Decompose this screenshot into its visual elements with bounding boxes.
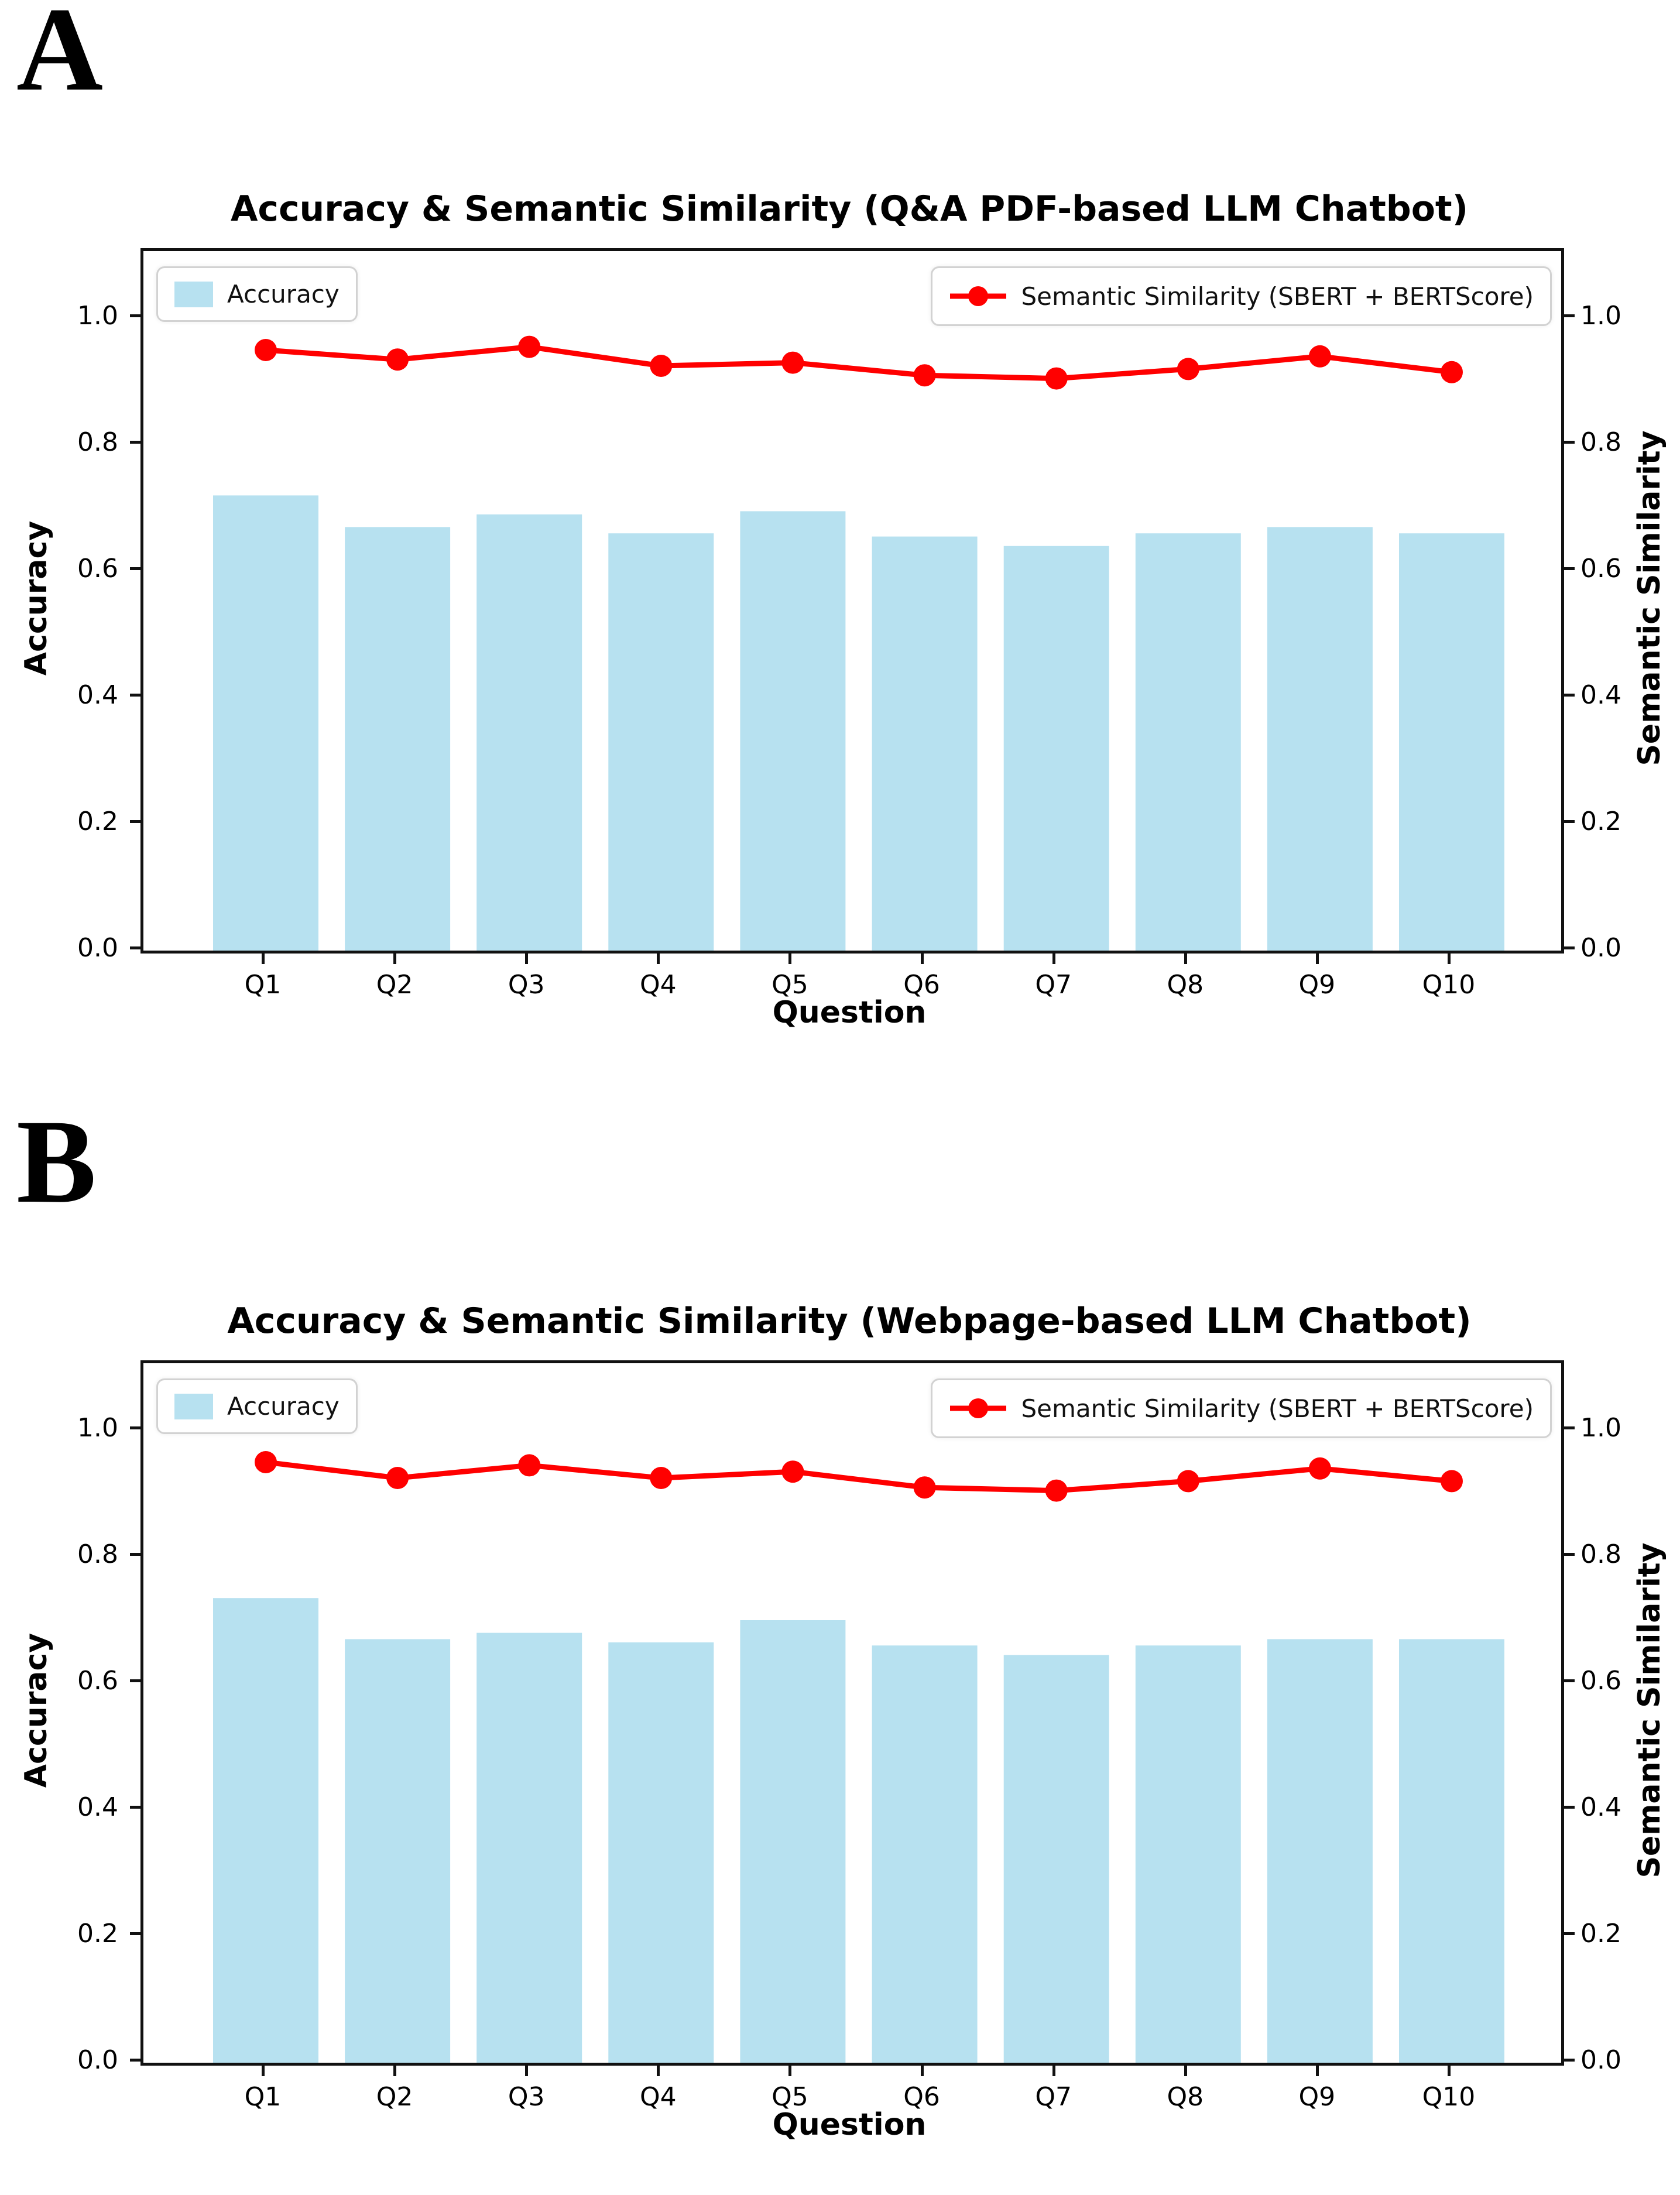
y-tick-label-left: 0.8 [77,427,118,457]
legend-similarity-label: Semantic Similarity (SBERT + BERTScore) [1021,282,1534,311]
x-tickmark [1448,2066,1451,2076]
y-tick-label-right: 0.8 [1580,1539,1621,1569]
x-tick-label-Q1: Q1 [244,2082,282,2112]
accuracy-bar-Q8 [1136,1645,1241,2063]
y-tick-label-right: 0.6 [1580,1666,1621,1696]
x-tickmark [262,2066,265,2076]
accuracy-bar-Q1 [213,495,318,951]
similarity-point-Q6 [914,1476,936,1498]
x-tickmark [921,954,924,964]
line-marker-icon [949,280,1007,313]
similarity-point-Q7 [1045,1480,1068,1502]
y-tickmark-left [130,1932,140,1935]
y-tick-label-right: 1.0 [1580,301,1621,331]
accuracy-bar-Q8 [1136,533,1241,951]
legend-accuracy-label: Accuracy [227,280,340,308]
similarity-point-Q4 [650,355,672,377]
similarity-point-Q2 [386,348,409,371]
accuracy-bar-Q9 [1267,527,1373,951]
y-tick-label-right: 0.0 [1580,2045,1621,2075]
accuracy-bar-Q4 [608,1642,714,2063]
x-tickmark [525,954,528,964]
ylabel-semantic-similarity: Semantic Similarity [1632,430,1667,766]
y-tickmark-right [1564,1553,1575,1556]
accuracy-bar-Q7 [1004,1655,1109,2063]
y-tick-label-right: 0.8 [1580,427,1621,457]
accuracy-bar-Q3 [476,1633,582,2063]
chart-title: Accuracy & Semantic Similarity (Webpage-based LLM Chatbot) [227,1301,1472,1342]
legend-accuracy [156,1378,358,1434]
y-tickmark-left [130,567,140,570]
y-tickmark-right [1564,2059,1575,2062]
x-tickmark [1184,2066,1187,2076]
accuracy-bar-Q10 [1399,1639,1504,2063]
accuracy-bar-Q2 [345,1639,450,2063]
legend-accuracy-label: Accuracy [227,1392,340,1421]
x-tickmark [1184,954,1187,964]
y-tick-label-left: 0.6 [77,1666,118,1696]
y-tickmark-right [1564,1679,1575,1682]
x-tickmark [1052,2066,1055,2076]
legend-similarity [931,1378,1552,1438]
x-tick-label-Q7: Q7 [1035,2082,1072,2112]
similarity-point-Q7 [1045,368,1068,390]
similarity-line [266,1462,1452,1491]
y-tickmark-left [130,946,140,949]
x-tickmark [393,954,396,964]
panel-a [0,0,1680,1083]
y-tick-label-right: 0.4 [1580,680,1621,710]
y-tickmark-right [1564,820,1575,823]
x-tick-label-Q3: Q3 [508,970,545,1000]
y-tick-label-left: 0.0 [77,933,118,963]
panel-a-letter: A [16,0,104,116]
accuracy-swatch-icon [174,1394,213,1419]
similarity-point-Q1 [255,1451,277,1473]
accuracy-bar-Q5 [740,511,845,951]
x-tick-label-Q8: Q8 [1167,2082,1204,2112]
x-tick-label-Q5: Q5 [772,2082,808,2112]
x-tick-label-Q6: Q6 [903,2082,940,2112]
similarity-point-Q3 [518,1454,540,1476]
y-tick-label-right: 0.4 [1580,1792,1621,1822]
xlabel-question: Question [772,995,927,1030]
accuracy-bar-Q5 [740,1620,845,2063]
y-tickmark-left [130,441,140,444]
y-tick-label-left: 1.0 [77,301,118,331]
y-tickmark-right [1564,567,1575,570]
similarity-point-Q10 [1441,1470,1463,1492]
accuracy-bar-Q2 [345,527,450,951]
similarity-point-Q1 [255,339,277,361]
x-tickmark [788,954,791,964]
x-tickmark [921,2066,924,2076]
axes-area [140,1360,1564,2066]
accuracy-bar-Q7 [1004,546,1109,951]
x-tick-label-Q6: Q6 [903,970,940,1000]
y-tick-label-left: 0.8 [77,1539,118,1569]
y-tickmark-right [1564,314,1575,317]
plot-svg [143,251,1561,951]
accuracy-bar-Q3 [476,515,582,951]
x-tick-label-Q9: Q9 [1298,970,1336,1000]
y-tick-label-right: 1.0 [1580,1413,1621,1443]
ylabel-semantic-similarity: Semantic Similarity [1632,1542,1667,1878]
x-tickmark [262,954,265,964]
y-tickmark-left [130,694,140,697]
y-tickmark-left [130,1426,140,1429]
x-tickmark [525,2066,528,2076]
ylabel-accuracy: Accuracy [19,1632,54,1788]
accuracy-swatch-icon [174,282,213,307]
x-tick-label-Q10: Q10 [1422,2082,1476,2112]
similarity-point-Q9 [1309,345,1331,368]
x-tick-label-Q4: Q4 [640,970,677,1000]
y-tickmark-right [1564,1806,1575,1809]
accuracy-bar-Q9 [1267,1639,1373,2063]
similarity-line [266,347,1452,379]
accuracy-bar-Q6 [872,1645,978,2063]
accuracy-bar-Q1 [213,1598,318,2063]
x-tickmark [393,2066,396,2076]
similarity-point-Q2 [386,1467,409,1489]
x-tickmark [1448,954,1451,964]
y-tick-label-left: 0.0 [77,2045,118,2075]
x-tick-label-Q3: Q3 [508,2082,545,2112]
similarity-point-Q10 [1441,361,1463,383]
y-tickmark-right [1564,946,1575,949]
y-tick-label-left: 0.2 [77,1919,118,1949]
y-tick-label-right: 0.2 [1580,807,1621,836]
y-tickmark-left [130,1679,140,1682]
accuracy-bar-Q4 [608,533,714,951]
ylabel-accuracy: Accuracy [19,520,54,676]
x-tickmark [1316,954,1319,964]
similarity-point-Q4 [650,1467,672,1489]
y-tickmark-right [1564,694,1575,697]
y-tick-label-right: 0.0 [1580,933,1621,963]
accuracy-bar-Q10 [1399,533,1504,951]
y-tickmark-left [130,1806,140,1809]
x-tick-label-Q4: Q4 [640,2082,677,2112]
x-tick-label-Q2: Q2 [376,2082,413,2112]
x-tick-label-Q10: Q10 [1422,970,1476,1000]
accuracy-bar-Q6 [872,537,978,951]
y-tickmark-left [130,314,140,317]
y-tick-label-left: 1.0 [77,1413,118,1443]
similarity-point-Q8 [1177,1470,1199,1492]
x-tick-label-Q7: Q7 [1035,970,1072,1000]
legend-similarity [931,266,1552,326]
y-tickmark-right [1564,1426,1575,1429]
y-tick-label-right: 0.6 [1580,554,1621,584]
x-tick-label-Q9: Q9 [1298,2082,1336,2112]
similarity-point-Q5 [781,352,804,374]
y-tickmark-right [1564,1932,1575,1935]
y-tick-label-right: 0.2 [1580,1919,1621,1949]
x-tick-label-Q5: Q5 [772,970,808,1000]
similarity-point-Q3 [518,336,540,358]
similarity-point-Q9 [1309,1457,1331,1480]
xlabel-question: Question [772,2107,927,2142]
x-tickmark [1052,954,1055,964]
y-tickmark-right [1564,441,1575,444]
panel-b [0,1095,1680,2195]
y-tick-label-left: 0.6 [77,554,118,584]
legend-similarity-label: Semantic Similarity (SBERT + BERTScore) [1021,1394,1534,1423]
y-tickmark-left [130,2059,140,2062]
similarity-point-Q5 [781,1460,804,1483]
x-tickmark [657,2066,660,2076]
similarity-point-Q8 [1177,358,1199,380]
line-marker-icon [949,1392,1007,1425]
y-tick-label-left: 0.4 [77,1792,118,1822]
y-tickmark-left [130,1553,140,1556]
y-tick-label-left: 0.4 [77,680,118,710]
panel-b-letter: B [16,1095,97,1228]
x-tick-label-Q8: Q8 [1167,970,1204,1000]
x-tick-label-Q1: Q1 [244,970,282,1000]
x-tickmark [1316,2066,1319,2076]
x-tickmark [788,2066,791,2076]
y-tick-label-left: 0.2 [77,807,118,836]
similarity-point-Q6 [914,364,936,386]
legend-accuracy [156,266,358,322]
chart-title: Accuracy & Semantic Similarity (Q&A PDF-based LLM Chatbot) [230,188,1469,229]
axes-area [140,248,1564,954]
plot-svg [143,1363,1561,2063]
x-tick-label-Q2: Q2 [376,970,413,1000]
y-tickmark-left [130,820,140,823]
x-tickmark [657,954,660,964]
